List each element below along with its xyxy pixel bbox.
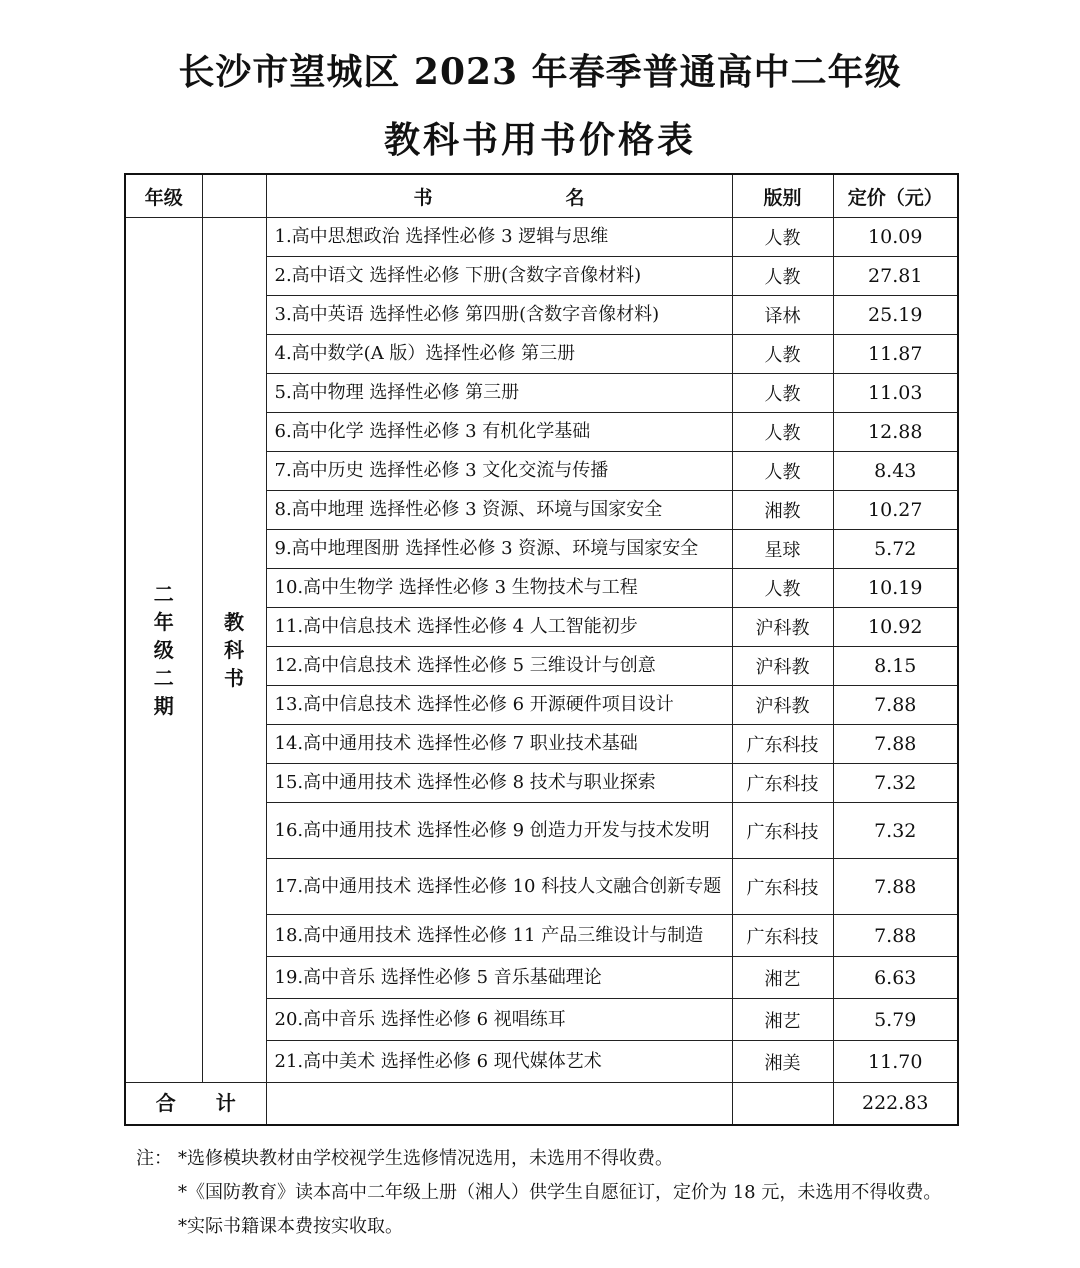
price-cell: 11.87 — [833, 335, 958, 374]
category-cell: 教 科 书 — [202, 218, 266, 1083]
edition-cell: 人教 — [732, 374, 833, 413]
header-book-name: 书 名 — [266, 174, 732, 218]
header-grade: 年级 — [125, 174, 202, 218]
total-label: 合 计 — [125, 1083, 266, 1125]
edition-cell: 广东科技 — [732, 725, 833, 764]
note-text: *《国防教育》读本高中二年级上册（湘人）供学生自愿征订，定价为 18 元，未选用不得收费。 — [178, 1182, 942, 1203]
header-category — [202, 174, 266, 218]
price-cell: 12.88 — [833, 413, 958, 452]
edition-cell: 人教 — [732, 413, 833, 452]
table-header-row — [125, 174, 958, 218]
edition-cell: 人教 — [732, 218, 833, 257]
price-cell: 5.79 — [833, 999, 958, 1041]
price-cell: 11.03 — [833, 374, 958, 413]
price-cell: 7.32 — [833, 803, 958, 859]
book-name-cell: 9.高中地理图册 选择性必修 3 资源、环境与国家安全 — [266, 530, 732, 569]
header-edition: 版别 — [732, 174, 833, 218]
price-cell: 5.72 — [833, 530, 958, 569]
price-cell: 11.70 — [833, 1041, 958, 1083]
page-title: 长沙市望城区 2023 年春季普通高中二年级 — [178, 51, 902, 93]
book-name-cell: 5.高中物理 选择性必修 第三册 — [266, 374, 732, 413]
grade-cell: 二 年 级 二 期 — [125, 218, 202, 1083]
edition-cell: 湘艺 — [732, 999, 833, 1041]
price-cell: 10.92 — [833, 608, 958, 647]
edition-cell: 沪科教 — [732, 647, 833, 686]
price-cell: 7.88 — [833, 859, 958, 915]
book-name-cell: 19.高中音乐 选择性必修 5 音乐基础理论 — [266, 957, 732, 999]
header-price: 定价（元） — [833, 174, 958, 218]
price-cell: 10.19 — [833, 569, 958, 608]
price-cell: 25.19 — [833, 296, 958, 335]
book-name-cell: 11.高中信息技术 选择性必修 4 人工智能初步 — [266, 608, 732, 647]
price-cell: 7.88 — [833, 915, 958, 957]
edition-cell: 人教 — [732, 452, 833, 491]
total-row — [125, 1083, 958, 1125]
edition-cell: 湘美 — [732, 1041, 833, 1083]
edition-cell: 人教 — [732, 569, 833, 608]
notes — [136, 1146, 966, 1240]
total-empty-name — [266, 1083, 732, 1125]
price-cell: 7.88 — [833, 686, 958, 725]
price-cell: 7.88 — [833, 725, 958, 764]
total-empty-edition — [732, 1083, 833, 1125]
note-text: *选修模块教材由学校视学生选修情况选用，未选用不得收费。 — [178, 1148, 673, 1169]
edition-cell: 广东科技 — [732, 803, 833, 859]
book-name-cell: 3.高中英语 选择性必修 第四册(含数字音像材料) — [266, 296, 732, 335]
book-name-cell: 18.高中通用技术 选择性必修 11 产品三维设计与制造 — [266, 915, 732, 957]
book-name-cell: 10.高中生物学 选择性必修 3 生物技术与工程 — [266, 569, 732, 608]
price-cell: 10.27 — [833, 491, 958, 530]
book-name-cell: 7.高中历史 选择性必修 3 文化交流与传播 — [266, 452, 732, 491]
edition-cell: 沪科教 — [732, 686, 833, 725]
price-cell: 27.81 — [833, 257, 958, 296]
book-name-cell: 17.高中通用技术 选择性必修 10 科技人文融合创新专题 — [266, 859, 732, 915]
price-cell: 7.32 — [833, 764, 958, 803]
edition-cell: 广东科技 — [732, 859, 833, 915]
note-2 — [136, 1180, 966, 1206]
edition-cell: 译林 — [732, 296, 833, 335]
note-1 — [136, 1146, 966, 1172]
price-cell: 8.43 — [833, 452, 958, 491]
edition-cell: 沪科教 — [732, 608, 833, 647]
price-cell: 8.15 — [833, 647, 958, 686]
note-label: 注： — [136, 1148, 172, 1169]
edition-cell: 广东科技 — [732, 764, 833, 803]
book-name-cell: 6.高中化学 选择性必修 3 有机化学基础 — [266, 413, 732, 452]
edition-cell: 人教 — [732, 335, 833, 374]
book-name-cell: 15.高中通用技术 选择性必修 8 技术与职业探索 — [266, 764, 732, 803]
book-name-cell: 20.高中音乐 选择性必修 6 视唱练耳 — [266, 999, 732, 1041]
table-row — [125, 218, 958, 257]
edition-cell: 湘艺 — [732, 957, 833, 999]
price-table — [124, 173, 959, 1126]
book-name-cell: 14.高中通用技术 选择性必修 7 职业技术基础 — [266, 725, 732, 764]
book-name-cell: 2.高中语文 选择性必修 下册(含数字音像材料) — [266, 257, 732, 296]
price-cell: 6.63 — [833, 957, 958, 999]
edition-cell: 广东科技 — [732, 915, 833, 957]
edition-cell: 星球 — [732, 530, 833, 569]
book-name-cell: 8.高中地理 选择性必修 3 资源、环境与国家安全 — [266, 491, 732, 530]
book-name-cell: 21.高中美术 选择性必修 6 现代媒体艺术 — [266, 1041, 732, 1083]
note-3 — [136, 1214, 966, 1240]
page-subtitle: 教科书用书价格表 — [383, 119, 696, 161]
edition-cell: 湘教 — [732, 491, 833, 530]
book-name-cell: 13.高中信息技术 选择性必修 6 开源硬件项目设计 — [266, 686, 732, 725]
table-body — [125, 218, 958, 1125]
book-name-cell: 1.高中思想政治 选择性必修 3 逻辑与思维 — [266, 218, 732, 257]
note-text: *实际书籍课本费按实收取。 — [178, 1216, 403, 1237]
price-cell: 10.09 — [833, 218, 958, 257]
book-name-cell: 4.高中数学(A 版）选择性必修 第三册 — [266, 335, 732, 374]
book-name-cell: 12.高中信息技术 选择性必修 5 三维设计与创意 — [266, 647, 732, 686]
book-name-cell: 16.高中通用技术 选择性必修 9 创造力开发与技术发明 — [266, 803, 732, 859]
total-value: 222.83 — [833, 1083, 958, 1125]
edition-cell: 人教 — [732, 257, 833, 296]
